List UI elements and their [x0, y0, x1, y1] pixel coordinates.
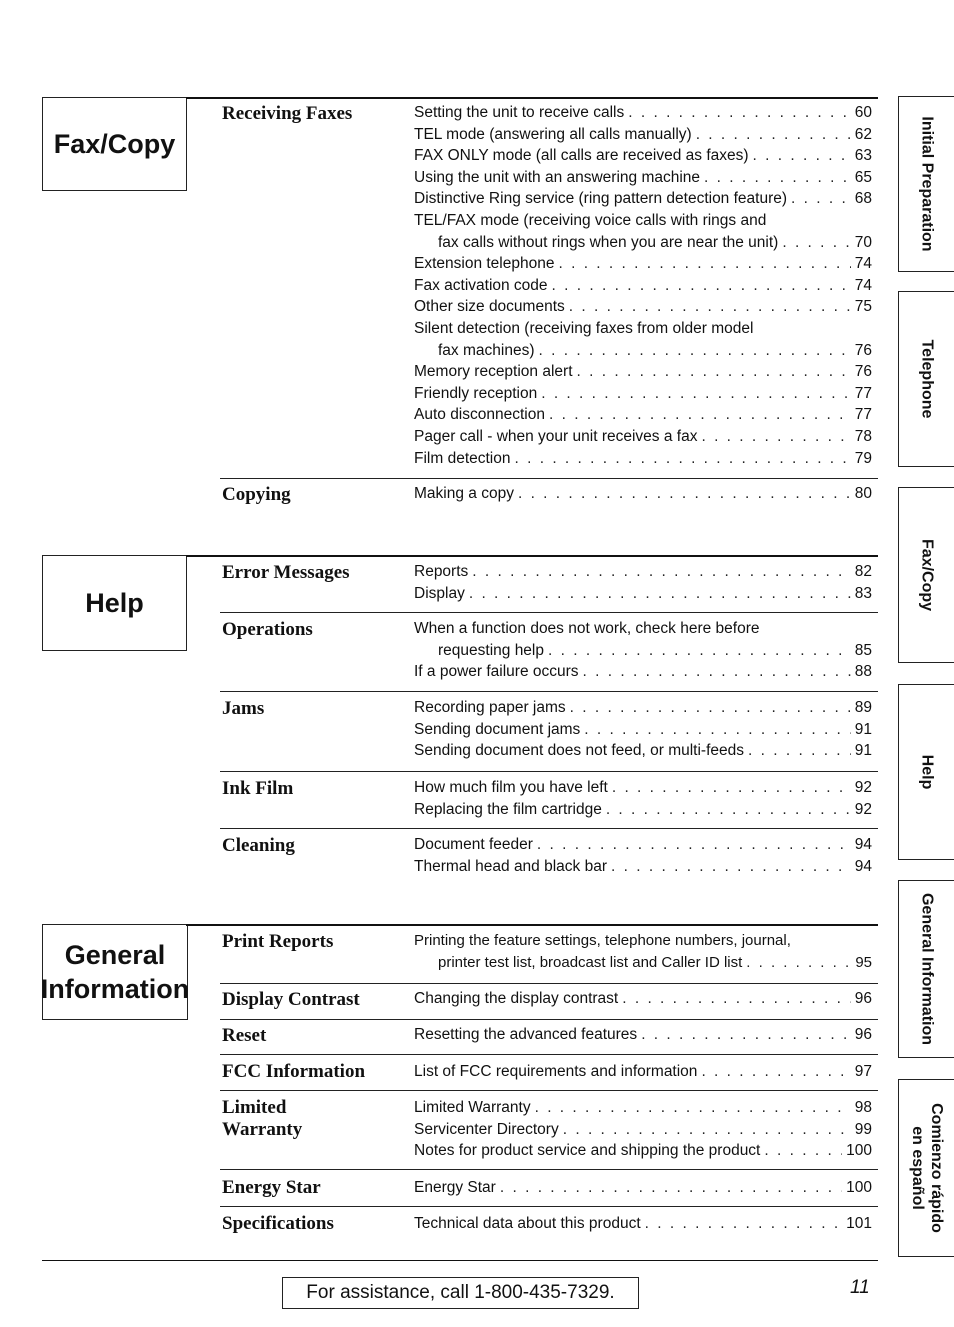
list-item[interactable]: printer test list, broadcast list and Caller ID list . . . 95 — [414, 954, 872, 976]
list-item[interactable]: Extension telephone . . . 74 — [414, 255, 872, 277]
list-item[interactable]: Sending document jams . . . 91 — [414, 721, 872, 743]
list-item[interactable]: Technical data about this product . . . 101 — [414, 1215, 872, 1237]
section-general-label-line1: General — [64, 940, 166, 970]
entries-display-contrast — [414, 990, 872, 1012]
entries-reset — [414, 1026, 872, 1048]
list-item[interactable]: Servicenter Directory . . . 99 — [414, 1121, 872, 1143]
entries-operations — [414, 620, 872, 685]
section-general-information — [42, 924, 188, 1020]
topic-cleaning: Cleaning — [222, 835, 295, 856]
rule-specs — [220, 1206, 878, 1207]
list-item[interactable]: Other size documents . . . 75 — [414, 298, 872, 320]
rule-cleaning — [220, 828, 878, 829]
footer-rule — [42, 1260, 878, 1261]
list-item[interactable]: Changing the display contrast . . . 96 — [414, 990, 872, 1012]
list-item: When a function does not work, check here before — [414, 620, 760, 637]
list-item[interactable]: Notes for product service and shipping the product . . . 100 — [414, 1142, 872, 1164]
rule-general-top — [186, 924, 878, 926]
tab-spanish-line1: Comienzo rápido — [927, 1103, 945, 1233]
list-item[interactable]: Limited Warranty . . . 98 — [414, 1099, 872, 1121]
tab-help[interactable] — [898, 684, 954, 860]
list-item[interactable]: Reports . . . 82 — [414, 563, 872, 585]
topic-ink-film: Ink Film — [222, 778, 294, 799]
section-help-label: Help — [85, 588, 144, 618]
list-item[interactable]: Using the unit with an answering machine . . . 65 — [414, 169, 872, 191]
topic-jams: Jams — [222, 698, 265, 719]
tab-fax-copy-label: Fax/Copy — [918, 538, 935, 612]
entries-ink-film — [414, 779, 872, 822]
entries-print-reports — [414, 932, 872, 975]
entries-error-messages — [414, 563, 872, 606]
tab-general-information[interactable] — [898, 880, 954, 1058]
list-item[interactable]: fax machines) . . . 76 — [414, 342, 872, 364]
page-number: 11 — [850, 1277, 870, 1298]
tab-telephone-label: Telephone — [918, 339, 935, 419]
list-item[interactable]: Replacing the film cartridge . . . 92 — [414, 801, 872, 823]
entries-limited-warranty — [414, 1099, 872, 1164]
topic-display-contrast: Display Contrast — [222, 989, 360, 1010]
section-general-label-line2: Information — [40, 974, 190, 1004]
rule-contrast — [220, 983, 878, 984]
list-item[interactable]: FAX ONLY mode (all calls are received as faxes) . . . 63 — [414, 147, 872, 169]
list-item[interactable]: Memory reception alert . . . 76 — [414, 363, 872, 385]
list-item[interactable]: Sending document does not feed, or multi-feeds . . . 91 — [414, 742, 872, 764]
topic-operations: Operations — [222, 619, 313, 640]
tab-initial-preparation-label: Initial Preparation — [918, 116, 935, 252]
section-faxcopy — [42, 97, 187, 191]
list-item[interactable]: TEL mode (answering all calls manually) . . . 62 — [414, 126, 872, 148]
rule-reset — [220, 1019, 878, 1020]
topic-reset: Reset — [222, 1025, 267, 1046]
topic-print-reports: Print Reports — [222, 931, 334, 952]
tab-fax-copy[interactable] — [898, 487, 954, 663]
rule-help-top — [186, 555, 878, 557]
entries-jams — [414, 699, 872, 764]
rule-jams — [220, 691, 878, 692]
list-item[interactable]: Making a copy . . . 80 — [414, 485, 872, 507]
list-item[interactable]: List of FCC requirements and information . . . 97 — [414, 1063, 872, 1085]
list-item[interactable]: If a power failure occurs . . . 88 — [414, 663, 872, 685]
tab-general-information-label: General Information — [918, 892, 935, 1046]
rule-operations — [220, 612, 878, 613]
topic-specifications: Specifications — [222, 1213, 334, 1234]
list-item[interactable]: Thermal head and black bar . . . 94 — [414, 858, 872, 880]
list-item: TEL/FAX mode (receiving voice calls with rings and — [414, 211, 767, 229]
topic-limited-warranty — [222, 1097, 302, 1141]
topic-limited-warranty-line1: Limited — [222, 1097, 287, 1118]
list-item[interactable]: Fax activation code . . . 74 — [414, 277, 872, 299]
entries-receiving-faxes — [414, 104, 872, 471]
list-item[interactable]: requesting help . . . 85 — [414, 642, 872, 664]
list-item: Silent detection (receiving faxes from older model — [414, 319, 754, 337]
rule-warranty — [220, 1090, 878, 1091]
topic-fcc-information: FCC Information — [222, 1061, 366, 1082]
list-item[interactable]: Film detection . . . 79 — [414, 450, 872, 472]
list-item[interactable]: Pager call - when your unit receives a fax . . . 78 — [414, 428, 872, 450]
list-item: Printing the feature settings, telephone numbers, journal, — [414, 932, 791, 949]
rule-inkfilm — [220, 771, 878, 772]
tab-initial-preparation[interactable] — [898, 96, 954, 272]
entries-fcc-information — [414, 1063, 872, 1085]
list-item[interactable]: Recording paper jams . . . 89 — [414, 699, 872, 721]
topic-limited-warranty-line2: Warranty — [222, 1119, 303, 1140]
assistance-phone-box: For assistance, call 1-800-435-7329. — [282, 1277, 639, 1309]
list-item[interactable]: How much film you have left . . . 92 — [414, 779, 872, 801]
entries-copying — [414, 485, 872, 507]
tab-spanish-line2: en español — [908, 1126, 926, 1210]
rule-fcc — [220, 1054, 878, 1055]
list-item[interactable]: Auto disconnection . . . 77 — [414, 406, 872, 428]
list-item[interactable]: Setting the unit to receive calls . . . 60 — [414, 104, 872, 126]
tab-spanish-quick-start-label — [908, 1103, 946, 1233]
topic-copying: Copying — [222, 484, 291, 505]
list-item[interactable]: Document feeder . . . 94 — [414, 836, 872, 858]
topic-receiving-faxes: Receiving Faxes — [222, 103, 353, 124]
section-faxcopy-label: Fax/Copy — [53, 129, 176, 159]
list-item[interactable]: Distinctive Ring service (ring pattern detection feature) . . . 68 — [414, 190, 872, 212]
section-help — [42, 555, 187, 651]
rule-faxcopy-top — [186, 97, 878, 99]
list-item[interactable]: Energy Star . . . 100 — [414, 1179, 872, 1201]
entries-energy-star — [414, 1179, 872, 1201]
list-item[interactable]: Resetting the advanced features . . . 96 — [414, 1026, 872, 1048]
tab-telephone[interactable] — [898, 291, 954, 467]
list-item[interactable]: Friendly reception . . . 77 — [414, 385, 872, 407]
list-item[interactable]: Display . . . 83 — [414, 585, 872, 607]
rule-copying — [220, 478, 878, 479]
entries-cleaning — [414, 836, 872, 879]
list-item[interactable]: fax calls without rings when you are near the unit) . . . 70 — [414, 234, 872, 256]
tab-help-label: Help — [918, 754, 935, 790]
rule-energy — [220, 1169, 878, 1170]
entries-specifications — [414, 1215, 872, 1237]
topic-energy-star: Energy Star — [222, 1177, 321, 1198]
tab-spanish-quick-start[interactable] — [898, 1079, 954, 1257]
topic-error-messages: Error Messages — [222, 562, 350, 583]
